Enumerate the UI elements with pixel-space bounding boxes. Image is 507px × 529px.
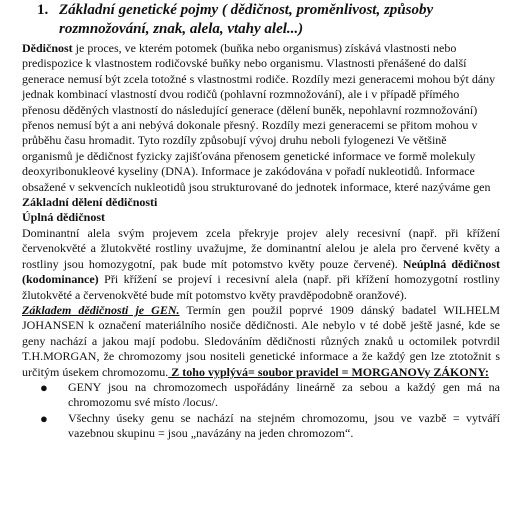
law-text: Všechny úseky genu se nachází na stejném chromozomu, jsou ve vazbě = vytváří vazebnou skupinu = jsou „navázány na jeden chromozom“. — [68, 410, 500, 441]
intro-text: je proces, ve kterém potomek (buňka nebo organismus) získává vlastnosti nebo predispozice k vlastnostem rodičovské buňky nebo organismu. Vlastnosti přenášené do další generace nemusí být zcela totožné s vlastnostmi rodiče. Rozdíly mezi generacemi mohou být dány jednak kombinací vlastností dvou rodičů (pohlavní rozmnožování), ale i v případě přímého přenosu děděných vlastností do následující generace (dělení buněk, nepohlavní rozmnožování) přenos nemusí být a ani nebývá dokonale přesný. Rozdíly mezi generacemi se přitom mohou v průběhu času hromadit. Tyto rozdíly způsobují vývoj druhu neboli fylogenezi Ve většině organismů je dědičnost fyzicky zajišťována přenosem genetické informace ve formě molekuly deoxyribonukleové kyseliny (DNA). Informace je zakódována v pořadí nukleotidů. Informace obsažené v sekvencích nukleotidů jsou strukturované do jednotek informace, které nazýváme gen — [22, 41, 496, 194]
document-body — [22, 41, 500, 442]
list-item — [22, 380, 500, 411]
bullet-icon: ● — [40, 379, 48, 395]
list-item — [22, 411, 500, 442]
section-subtitle: Úplná dědičnost — [22, 210, 106, 225]
complete-text-2: Při křížení se projeví i recesivní alela (např. při křížení homozygotní rostliny žlutokvěté a červenokvěté bude mít potomstvo květy pravděpodobně oranžové). — [22, 272, 500, 302]
heading-line-2: rozmnožování, znak, alela, vtahy alel...) — [59, 21, 304, 37]
gene-paragraph — [22, 303, 500, 380]
morgan-laws-label: Z toho vyplývá= soubor pravidel = MORGANOVy ZÁKONY: — [168, 364, 489, 379]
gene-text: Termín gen použil poprvé 1909 dánský badatel WILHELM JOHANSEN k označení materiálního nosiče dědičnosti. Ale nebylo v té době ještě jasné, kde se geny nachází a jakou mají podobu. Sledováním dědičnosti různých znaků u octomilek potvrdil T.H.MORGAN, že chromozomy jsou nositeli genetické informace a že každý gen lze ztotožnit s určitým úsekem chromozomu. — [22, 302, 500, 379]
intro-paragraph — [22, 41, 500, 195]
heading-line-1: Základní genetické pojmy ( dědičnost, proměnlivost, způsoby — [59, 2, 434, 18]
heading-number: 1. — [37, 2, 49, 18]
gene-label: Základem dědičnosti je GEN. — [22, 302, 180, 317]
intro-term: Dědičnost — [22, 41, 73, 55]
morgan-laws-list — [22, 380, 500, 442]
incomplete-heredity-term: Neúplná dědičnost (kodominance) — [22, 256, 500, 287]
section-heading — [37, 1, 477, 39]
complete-heredity-paragraph — [22, 226, 500, 303]
complete-text-1: Dominantní alela svým projevem zcela překryje projev alely recesivní (např. při křížení červenokvěté a žlutokvěté rostliny uvažujme, že dominantní alelou je alela pro červené květy a rostliny jsou homozygotní, pak bude mít potomstvo květy pouze červené). — [22, 225, 500, 271]
bullet-icon: ● — [40, 410, 48, 426]
section-title: Základní dělení dědičnosti — [22, 195, 158, 210]
law-text: GENY jsou na chromozomech uspořádány lineárně za sebou a každý gen má na chromozomu své místo /locus/. — [68, 379, 500, 410]
